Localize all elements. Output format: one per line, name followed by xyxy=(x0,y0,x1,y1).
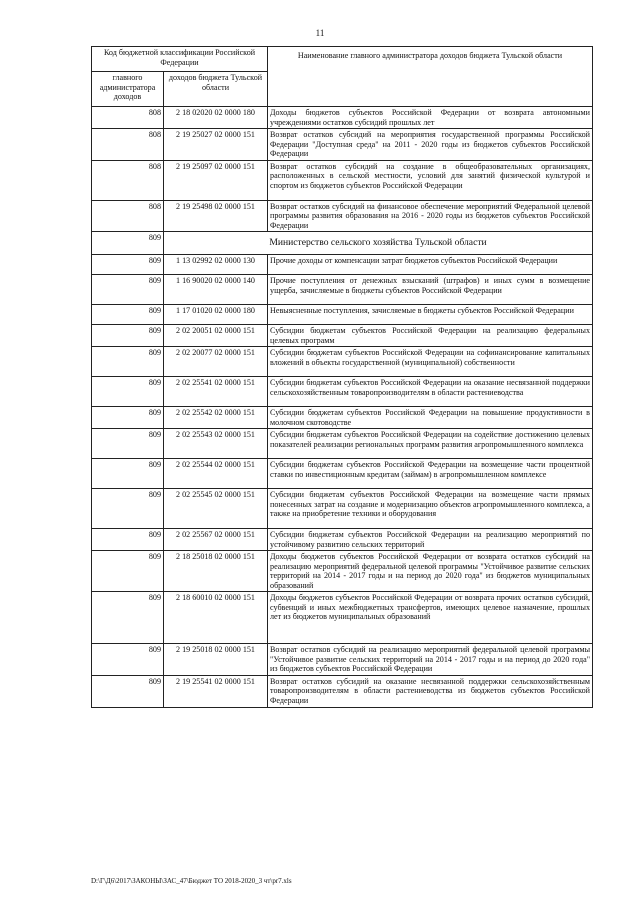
table-row xyxy=(92,255,593,275)
header-name-column: Наименование главного администратора доходов бюджета Тульской области xyxy=(268,47,593,107)
admin-code-cell: 808 xyxy=(92,160,164,200)
page-number: 11 xyxy=(315,28,325,38)
admin-code-cell: 808 xyxy=(92,107,164,129)
income-code-cell: 2 02 25544 02 0000 151 xyxy=(164,459,268,489)
income-name-cell: Субсидии бюджетам субъектов Российской Федерации на возмещение части процентной ставки по инвестиционным кредитам (займам) в агропромышленном комплексе xyxy=(268,459,593,489)
income-code-cell: 2 18 02020 02 0000 180 xyxy=(164,107,268,129)
admin-code-cell: 809 xyxy=(92,551,164,592)
admin-code-cell: 809 xyxy=(92,232,164,255)
admin-code-cell: 809 xyxy=(92,275,164,305)
table-row xyxy=(92,489,593,529)
admin-code-cell: 809 xyxy=(92,377,164,407)
income-name-cell: Доходы бюджетов субъектов Российской Федерации от возврата автономными учреждениями остатков субсидий прошлых лет xyxy=(268,107,593,129)
income-name-cell: Прочие поступления от денежных взысканий (штрафов) и иных сумм в возмещение ущерба, зачисляемые в бюджеты субъектов Российской Федерации xyxy=(268,275,593,305)
income-code-cell: 2 19 25097 02 0000 151 xyxy=(164,160,268,200)
table-row xyxy=(92,459,593,489)
table-row xyxy=(92,644,593,676)
admin-code-cell: 809 xyxy=(92,347,164,377)
income-code-cell: 2 19 25027 02 0000 151 xyxy=(164,129,268,161)
admin-code-cell: 809 xyxy=(92,325,164,347)
income-name-cell: Субсидии бюджетам субъектов Российской Федерации на софинансирование капитальных вложений в объекты государственной (муниципальной) собственности xyxy=(268,347,593,377)
table-row xyxy=(92,305,593,325)
table-row xyxy=(92,551,593,592)
table-row xyxy=(92,429,593,459)
table-row xyxy=(92,529,593,551)
income-code-cell: 2 02 25542 02 0000 151 xyxy=(164,407,268,429)
income-code-cell: 2 02 25545 02 0000 151 xyxy=(164,489,268,529)
income-name-cell: Возврат остатков субсидий на создание в общеобразовательных организациях, расположенных в сельской местности, условий для занятий физической культурой и спортом из бюджетов субъектов Российской Федерации xyxy=(268,160,593,200)
income-name-cell: Субсидии бюджетам субъектов Российской Федерации на реализацию федеральных целевых программ xyxy=(268,325,593,347)
income-code-cell: 2 19 25498 02 0000 151 xyxy=(164,200,268,232)
income-name-cell: Субсидии бюджетам субъектов Российской Федерации на содействие достижению целевых показателей реализации региональных программ развития агропромышленного комплекса xyxy=(268,429,593,459)
admin-code-cell: 809 xyxy=(92,459,164,489)
table-row xyxy=(92,347,593,377)
table-header-row xyxy=(92,47,593,72)
income-code-cell: 2 02 25567 02 0000 151 xyxy=(164,529,268,551)
section-title: Министерство сельского хозяйства Тульской области xyxy=(164,232,593,255)
income-name-cell: Субсидии бюджетам субъектов Российской Федерации на реализацию мероприятий по устойчивому развитию сельских территорий xyxy=(268,529,593,551)
income-name-cell: Доходы бюджетов субъектов Российской Федерации от возврата остатков субсидий на реализацию мероприятий федеральной целевой программы "Устойчивое развитие сельских территорий на 2014 - 2017 годы и на период до 2020 года" из бюджетов муниципальных образований xyxy=(268,551,593,592)
income-name-cell: Возврат остатков субсидий на реализацию мероприятий федеральной целевой программы "Устойчивое развитие сельских территорий на 2014 - 2017 годы и на период до 2020 года" из бюджетов субъектов Российской Федерации xyxy=(268,644,593,676)
admin-code-cell: 809 xyxy=(92,675,164,707)
income-name-cell: Возврат остатков субсидий на мероприятия государственной программы Российской Федерации "Доступная среда" на 2011 - 2020 годы из бюджетов субъектов Российской Федерации xyxy=(268,129,593,161)
table-row xyxy=(92,200,593,232)
admin-code-cell: 809 xyxy=(92,429,164,459)
table-row xyxy=(92,325,593,347)
admin-code-cell: 809 xyxy=(92,529,164,551)
table-row xyxy=(92,407,593,429)
table-row xyxy=(92,129,593,161)
income-code-cell: 1 16 90020 02 0000 140 xyxy=(164,275,268,305)
income-code-cell: 2 02 25543 02 0000 151 xyxy=(164,429,268,459)
income-code-cell: 2 18 25018 02 0000 151 xyxy=(164,551,268,592)
header-code-group: Код бюджетной классификации Российской Федерации xyxy=(92,47,268,72)
admin-code-cell: 809 xyxy=(92,489,164,529)
header-admin-column: главного администратора доходов xyxy=(92,72,164,107)
budget-classification-table xyxy=(91,46,593,708)
table-row xyxy=(92,592,593,644)
table-row xyxy=(92,275,593,305)
header-income-column: доходов бюджета Тульской области xyxy=(164,72,268,107)
income-name-cell: Прочие доходы от компенсации затрат бюджетов субъектов Российской Федерации xyxy=(268,255,593,275)
income-name-cell: Субсидии бюджетам субъектов Российской Федерации на повышение продуктивности в молочном скотоводстве xyxy=(268,407,593,429)
admin-code-cell: 808 xyxy=(92,129,164,161)
admin-code-cell: 809 xyxy=(92,592,164,644)
table-row xyxy=(92,675,593,707)
admin-code-cell: 809 xyxy=(92,644,164,676)
table-row xyxy=(92,377,593,407)
income-code-cell: 1 13 02992 02 0000 130 xyxy=(164,255,268,275)
section-row xyxy=(92,232,593,255)
income-name-cell: Возврат остатков субсидий на оказание несвязанной поддержки сельскохозяйственным товаропроизводителям в области растениеводства из бюджетов субъектов Российской Федерации xyxy=(268,675,593,707)
footer-file-path: D:\Г\Д6\2017\ЗАКОНЫ\ЗАС_47\Бюджет ТО 2018-2020_3 чт\pr7.xls xyxy=(91,877,292,885)
income-name-cell: Субсидии бюджетам субъектов Российской Федерации на оказание несвязанной поддержки сельскохозяйственным товаропроизводителям в области растениеводства xyxy=(268,377,593,407)
income-code-cell: 2 19 25018 02 0000 151 xyxy=(164,644,268,676)
table-row xyxy=(92,160,593,200)
table-row xyxy=(92,107,593,129)
income-code-cell: 2 19 25541 02 0000 151 xyxy=(164,675,268,707)
income-name-cell: Невыясненные поступления, зачисляемые в бюджеты субъектов Российской Федерации xyxy=(268,305,593,325)
income-name-cell: Субсидии бюджетам субъектов Российской Федерации на возмещение части прямых понесенных затрат на создание и модернизацию объектов агропромышленного комплекса, а также на приобретение техники и оборудования xyxy=(268,489,593,529)
income-name-cell: Возврат остатков субсидий на финансовое обеспечение мероприятий Федеральной целевой программы развития образования на 2016 - 2020 годы из бюджетов субъектов Российской Федерации xyxy=(268,200,593,232)
income-name-cell: Доходы бюджетов субъектов Российской Федерации от возврата прочих остатков субсидий, субвенций и иных межбюджетных трансфертов, имеющих целевое назначение, прошлых лет из бюджетов муниципальных образований xyxy=(268,592,593,644)
admin-code-cell: 809 xyxy=(92,407,164,429)
income-code-cell: 2 18 60010 02 0000 151 xyxy=(164,592,268,644)
admin-code-cell: 809 xyxy=(92,305,164,325)
income-code-cell: 1 17 01020 02 0000 180 xyxy=(164,305,268,325)
admin-code-cell: 809 xyxy=(92,255,164,275)
admin-code-cell: 808 xyxy=(92,200,164,232)
income-code-cell: 2 02 20077 02 0000 151 xyxy=(164,347,268,377)
income-code-cell: 2 02 20051 02 0000 151 xyxy=(164,325,268,347)
income-code-cell: 2 02 25541 02 0000 151 xyxy=(164,377,268,407)
